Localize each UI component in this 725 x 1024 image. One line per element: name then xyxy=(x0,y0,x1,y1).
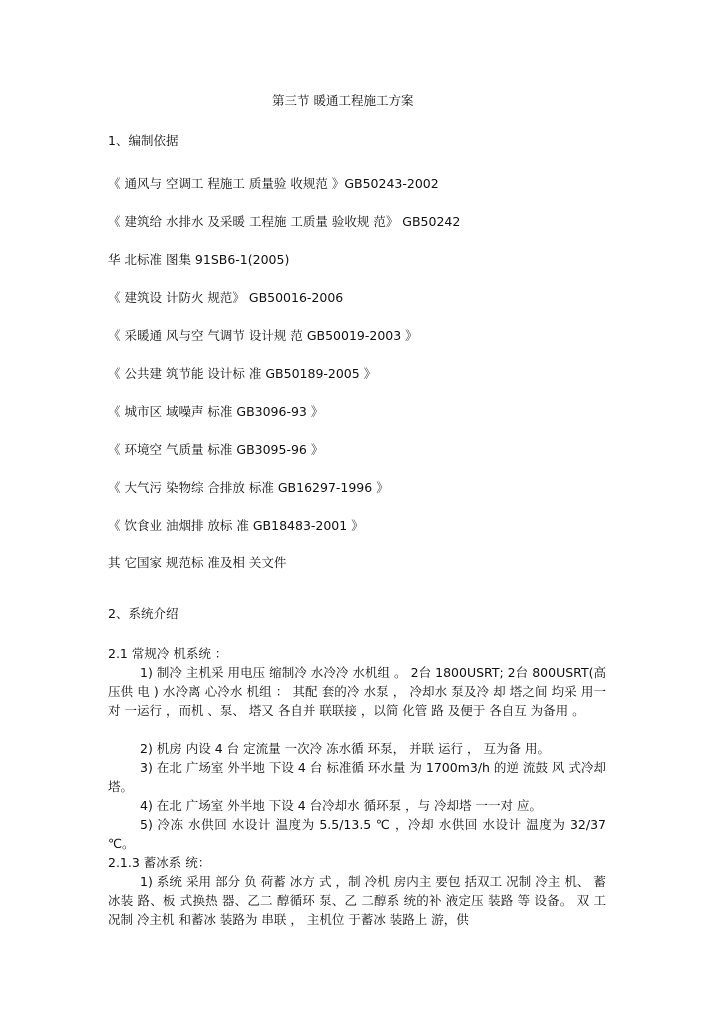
reference-line: 《 饮食业 油烟排 放标 准 GB18483-2001 》 xyxy=(108,518,364,533)
reference-line: 《 建筑给 水排水 及采暖 工程施 工质量 验收规 范》 GB50242 xyxy=(108,214,461,229)
subsection-heading: 2.1.3 蓄冰系 统： xyxy=(108,855,211,870)
paragraph-item-6: 1) 系统 采用 部分 负 荷蓄 冰方 式 ，制 冷机 房内主 要包 括双工 况制 冷主 机、 蓄冰装 路、板 式换热 器、乙二 醇循环 泵、乙 二醇系 统的补 液定压 装路 等 设备。 双 工况制 冷主机 和蓄冰 装路为 串联 ， 主机位 于蓄冰 装路上 游，供 xyxy=(108,874,606,927)
reference-line: 《 建筑设 计防火 规范》 GB50016-2006 xyxy=(108,290,344,305)
paragraph-item-4: 4) 在北 广场室 外半地 下设 4 台冷却水 循环泵 ，与 冷却塔 一一对 应。 xyxy=(140,798,542,813)
reference-line: 《 采暖通 风与空 气调节 设计规 范 GB50019-2003 》 xyxy=(108,328,418,343)
section-heading-system: 2、系统介绍 xyxy=(108,606,179,621)
paragraph-item-2: 2) 机房 内设 4 台 定流量 一次冷 冻水循 环泵， 并联 运行 ， 互为备 用。 xyxy=(140,741,550,756)
section-heading-basis: 1、编制依据 xyxy=(108,133,179,148)
paragraph-item-3: 3) 在北 广场室 外半地 下设 4 台 标准循 环水量 为 1700m3/h 的逆 流鼓 风 式冷却 塔。 xyxy=(108,760,606,794)
paragraph-item-5: 5) 冷冻 水供回 水设计 温度为 5.5/13.5 ℃ ，冷却 水供回 水设计 温度为 32/37 ℃。 xyxy=(108,817,606,851)
paragraph-item-1: 1) 制冷 主机采 用电压 缩制冷 水冷冷 水机组 。 2台 1800USRT; 2台 800USRT(高压供 电 ) 水冷离 心冷水 机组 ： 其配 套的冷 水泵 ， 冷却水 泵及冷 却 塔之间 均采 用一对 一运行 ，而机 、泵、 塔又 各自并 联联接 ，以简 化管 路 及便于 各自互 为备用 。 xyxy=(108,665,606,718)
reference-line: 《 通风与 空调工 程施工 质量验 收规范 》GB50243-2002 xyxy=(108,176,439,191)
reference-line: 《 公共建 筑节能 设计标 准 GB50189-2005 》 xyxy=(108,366,377,381)
page-title: 第三节 暖通工程施工方案 xyxy=(272,93,414,108)
reference-line: 《 城市区 域噪声 标准 GB3096-93 》 xyxy=(108,404,324,419)
subsection-heading: 2.1 常规冷 机系统 ： xyxy=(108,646,228,661)
reference-line: 《 大气污 染物综 合排放 标准 GB16297-1996 》 xyxy=(108,480,389,495)
reference-line: 其 它国家 规范标 准及相 关文件 xyxy=(108,555,287,570)
reference-line: 华 北标准 图集 91SB6-1(2005) xyxy=(108,252,290,267)
reference-line: 《 环境空 气质量 标准 GB3095-96 》 xyxy=(108,442,324,457)
